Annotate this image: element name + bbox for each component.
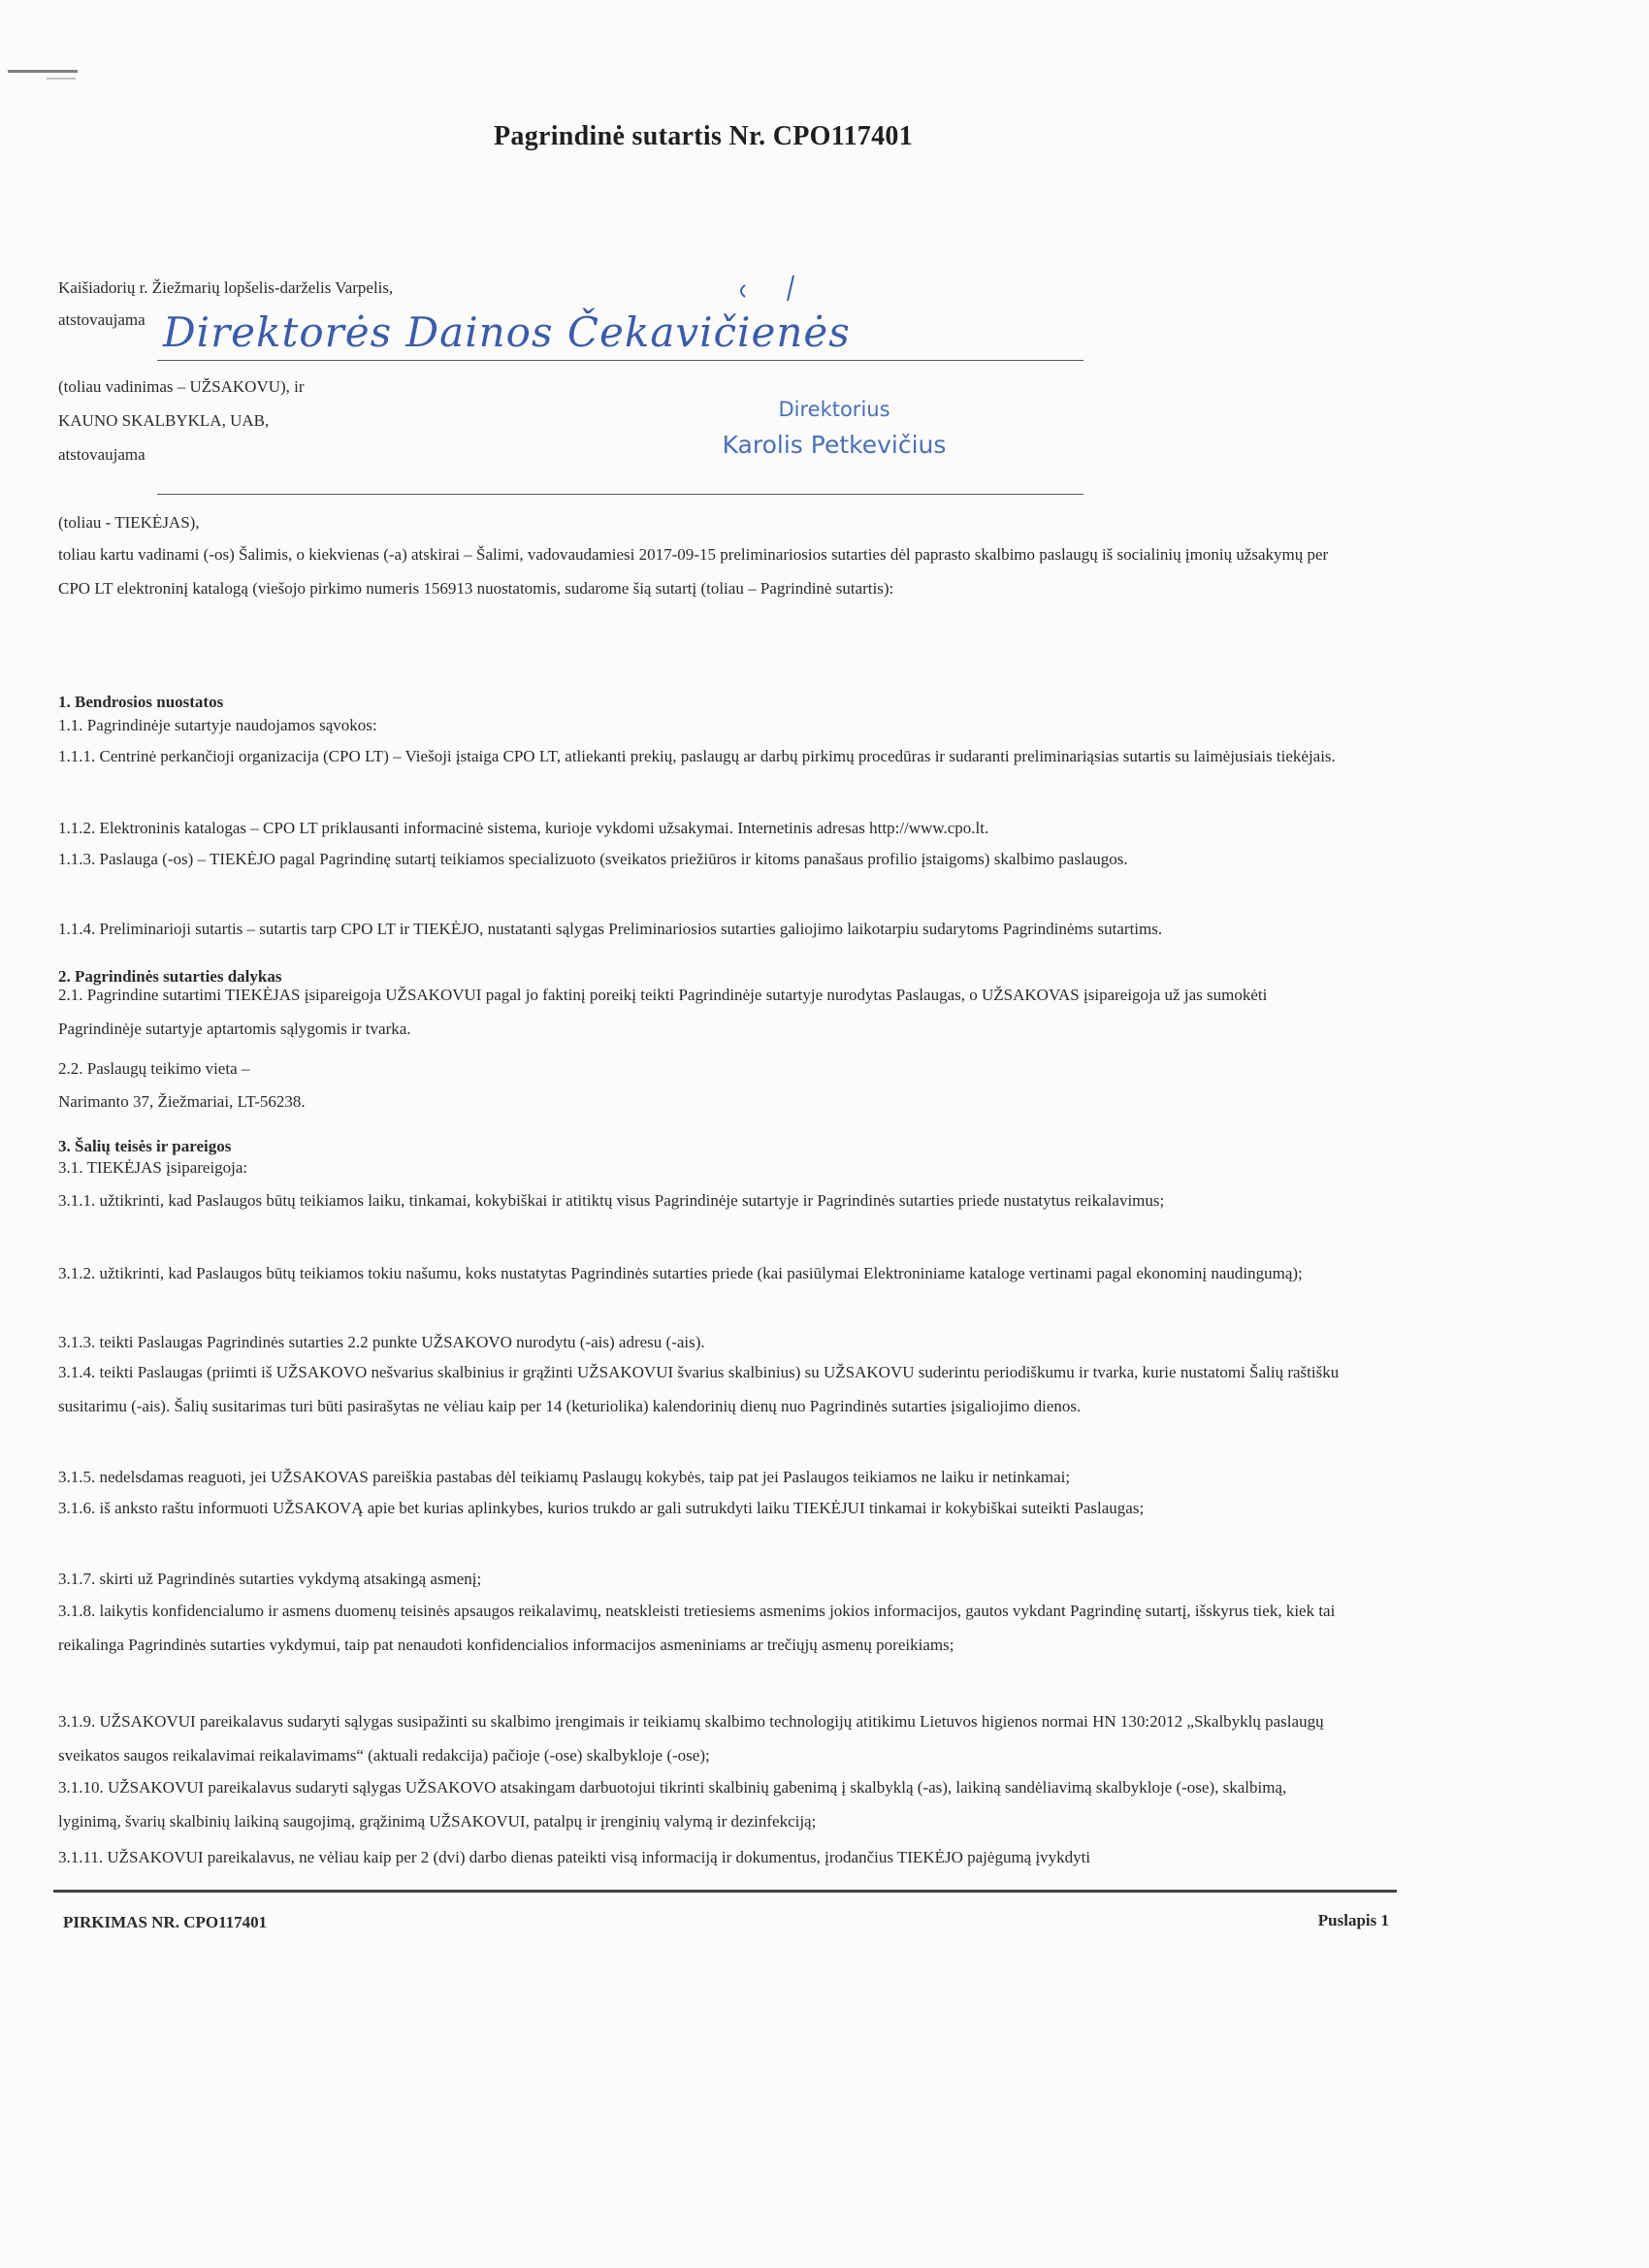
client-definition: (toliau vadinimas – UŽSAKOVU), ir	[58, 377, 305, 396]
clause: 2.1. Pagrindine sutartimi TIEKĖJAS įsipareigoja UŽSAKOVUI pagal jo faktinį poreikį teikti Pagrindinėje sutartyje nurodytas Paslaugas, o UŽSAKOVAS įsipareigoja už jas sumokėti Pagrindinėje sutartyje aptartomis sąlygomis ir tvarka.	[58, 986, 1268, 1038]
clause: 2.2. Paslaugų teikimo vieta –	[58, 1059, 250, 1078]
section-heading: 1. Bendrosios nuostatos	[58, 693, 224, 711]
clause: 3.1.9. UŽSAKOVUI pareikalavus sudaryti sąlygas susipažinti su skalbimo įrengimais ir teikiamų skalbimo technologijų atitikimu Lietuvos higienos normai HN 130:2012 „Skalbyklų paslaugų sveikatos saugos reikalavimai reikalavimams“ (aktuali redakcija) pačioje (-ose) skalbykloje (-ose);	[58, 1712, 1324, 1765]
customer-name: Kaišiadorių r. Žiežmarių lopšelis-darželis Varpelis,	[58, 278, 394, 297]
clause: 1.1.4. Preliminarioji sutartis – sutartis tarp CPO LT ir TIEKĖJO, nustatanti sąlygas Preliminariosios sutarties galiojimo laikotarpiu sudarytoms Pagrindinėms sutartims.	[58, 920, 1163, 938]
supplier-definition: (toliau - TIEKĖJAS),	[58, 513, 200, 532]
signature-stroke	[737, 274, 805, 308]
scan-artifact-mark	[8, 70, 78, 73]
supplier-name: KAUNO SKALBYKLA, UAB,	[58, 411, 270, 430]
clause: 3.1.6. iš anksto raštu informuoti UŽSAKOVĄ apie bet kurias aplinkybes, kurios trukdo ar gali sutrukdyti laiku TIEKĖJUI tinkamai ir kokybiškai suteikti Paslaugas;	[58, 1499, 1145, 1517]
stamp-title: Direktorius	[778, 398, 890, 421]
footer-procurement-number: PIRKIMAS NR. CPO117401	[63, 1913, 268, 1931]
represented-label: atstovaujama	[58, 310, 146, 329]
handwritten-representative: Direktorės Dainos Čekavičienės	[163, 308, 851, 356]
intro-paragraph: toliau kartu vadinami (-os) Šalimis, o kiekvienas (-a) atskirai – Šalimi, vadovaudamiesi 2017-09-15 preliminariosios sutarties dėl paprasto skalbimo paslaugų iš socialinių įmonių užsakymų per CPO LT elektroninį katalogą (viešojo pirkimo numeris 156913 nuostatomis, sudarome šią sutartį (toliau – Pagrindinė sutartis):	[58, 545, 1329, 598]
clause: 3.1.7. skirti už Pagrindinės sutarties vykdymą atsakingą asmenį;	[58, 1570, 482, 1588]
represented-label: atstovaujama	[58, 445, 146, 464]
clause: 3.1.5. nedelsdamas reaguoti, jei UŽSAKOVAS pareiškia pastabas dėl teikiamų Paslaugų kokybės, taip pat jei Paslaugos teikiamos ne laiku ir netinkamai;	[58, 1468, 1071, 1486]
section-heading: 2. Pagrindinės sutarties dalykas	[58, 967, 282, 986]
clause: 3.1.4. teikti Paslaugas (priimti iš UŽSAKOVO nešvarius skalbinius ir grąžinti UŽSAKOVUI švarius skalbinius) su UŽSAKOVU suderintu periodiškumu ir tvarka, kurie nustatomi Šalių raštišku susitarimu (-ais). Šalių susitarimas turi būti pasirašytas ne vėliau kaip per 14 (keturiolika) kalendorinių dienų nuo Pagrindinės sutarties įsigaliojimo dienos.	[58, 1363, 1340, 1415]
service-address: Narimanto 37, Žiežmariai, LT-56238.	[58, 1092, 306, 1111]
clause: 1.1.1. Centrinė perkančioji organizacija (CPO LT) – Viešoji įstaiga CPO LT, atliekanti prekių, paslaugų ar darbų pirkimų procedūras ir sudaranti preliminariąsias sutartis su laimėjusiais tiekėjais.	[58, 747, 1336, 765]
signature-line	[157, 494, 1083, 495]
clause: 3.1.8. laikytis konfidencialumo ir asmens duomenų teisinės apsaugos reikalavimų, neatskleisti tretiesiems asmenims jokios informacijos, gautos vykdant Pagrindinę sutartį, išskyrus tiek, kiek tai reikalinga Pagrindinės sutarties vykdymui, taip pat nenaudoti konfidencialios informacijos asmeniniams ar trečiųjų asmenų poreikiams;	[58, 1602, 1336, 1654]
clause: 1.1. Pagrindinėje sutartyje naudojamos sąvokos:	[58, 716, 377, 734]
footer-rule	[53, 1890, 1397, 1893]
clause: 3.1.11. UŽSAKOVUI pareikalavus, ne vėliau kaip per 2 (dvi) darbo dienas pateikti visą informaciją ir dokumentus, įrodančius TIEKĖJO pajėgumą įvykdyti	[58, 1848, 1091, 1866]
clause: 3.1.2. užtikrinti, kad Paslaugos būtų teikiamos tokiu našumu, koks nustatytas Pagrindinės sutarties priede (kai pasiūlymai Elektroniniame kataloge vertinami pagal ekonominį naudingumą);	[58, 1264, 1303, 1282]
clause: 1.1.2. Elektroninis katalogas – CPO LT priklausanti informacinė sistema, kurioje vykdomi užsakymai. Internetinis adresas http://www.cpo.lt.	[58, 819, 989, 837]
signature-line	[157, 360, 1083, 361]
clause: 3.1.10. UŽSAKOVUI pareikalavus sudaryti sąlygas UŽSAKOVO atsakingam darbuotojui tikrinti skalbinių gabenimą į skalbyklą (-as), laikiną sandėliavimą skalbykloje (-ose), skalbimą, lyginimą, švarių skalbinių laikiną saugojimą, grąžinimą UŽSAKOVUI, patalpų ir įrenginių valymą ir dezinfekciją;	[58, 1778, 1287, 1831]
document-title: Pagrindinė sutartis Nr. CPO117401	[494, 121, 913, 151]
stamp-name: Karolis Petkevičius	[722, 431, 947, 459]
clause: 3.1.1. užtikrinti, kad Paslaugos būtų teikiamos laiku, tinkamai, kokybiškai ir atitiktų visus Pagrindinėje sutartyje ir Pagrindinės sutarties priede nustatytus reikalavimus;	[58, 1191, 1165, 1210]
clause: 1.1.3. Paslauga (-os) – TIEKĖJO pagal Pagrindinę sutartį teikiamos specializuoto (sveikatos priežiūros ir kitoms panašaus profilio įstaigoms) skalbimo paslaugos.	[58, 850, 1128, 868]
section-heading: 3. Šalių teisės ir pareigos	[58, 1137, 232, 1155]
clause: 3.1. TIEKĖJAS įsipareigoja:	[58, 1158, 248, 1177]
scan-artifact-mark	[47, 78, 76, 80]
clause: 3.1.3. teikti Paslaugas Pagrindinės sutarties 2.2 punkte UŽSAKOVO nurodytu (-ais) adresu (-ais).	[58, 1333, 705, 1351]
page-number: Puslapis 1	[1317, 1911, 1389, 1929]
